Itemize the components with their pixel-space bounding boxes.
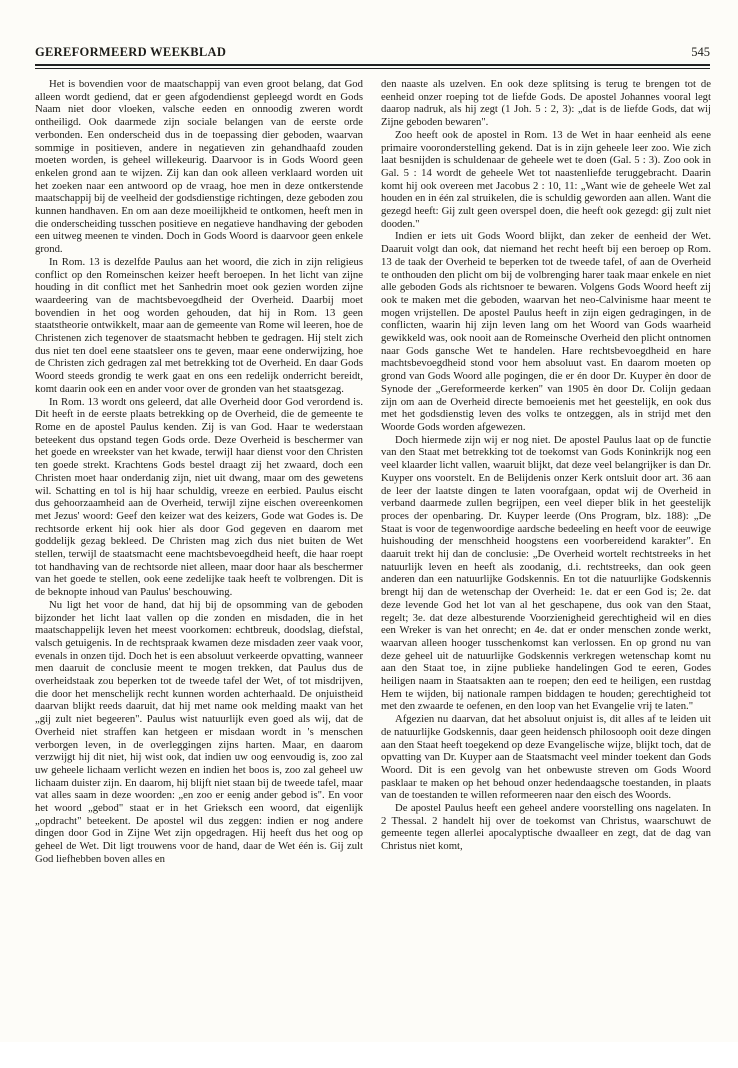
paragraph: In Rom. 13 is dezelfde Paulus aan het woord, die zich in zijn religieus conflict op den Romeinschen keizer heeft beroepen. In het licht van zijne houding in dit conflict met het Sanhedrin moet ook gezien worden zijne waardeering van de machtsbevoegdheid der Overheid. Daarbij moet bovendien in het oog worden gehouden, dat hij in Rom. 13 geen staatstheorie ontwikkelt, maar aan de gemeente van Rome wil leeren, hoe de Christenen zich tegenover de staatsmacht hebben te gedragen. Hij stelt zich dus niet ten doel eene staatsleer ons te geven, maar eene onderwijzing, hoe de Christen zich gedragen zal met betrekking tot de Overheid. En daar Gods Woord steeds grondig te werk gaat en ons een redelijk onderricht bereidt, komt daarin ook een en ander voor over de gronden van het staatsgezag.: [35, 255, 363, 395]
header-rule-thin: [35, 68, 710, 69]
paragraph: Nu ligt het voor de hand, dat hij bij de opsomming van de geboden bijzonder het licht laat vallen op die zonden en misdaden, die in het maatschappelijk leven het meest voorkomen: echtbreuk, doodslag, diefstal, valsch getuigenis. In de rechtspraak kwamen deze misdaden zeer vaak voor, evenals in onzen tijd. Doch het is een absoluut verkeerde opvatting, wanneer men daaruit de conclusie meent te mogen trekken, dat Paulus dus de overheidstaak zou beperken tot de tweede tafel der Wet, of tot misdrijven, die door het menschelijk recht kunnen worden achterhaald. De onjuistheid daarvan blijkt reeds daaruit, dat hij met name ook melding maakt van het „gij zult niet begeeren". Paulus wist natuurlijk even goed als wij, dat de Overheid niet straffen kan hetgeen er misdaan wordt in 's menschen verborgen leven, in de overleggingen zijns harten. Maar, en daarom verzwijgt hij dit niet, hij wist ook, dat indien uw oog eenvoudig is, zoo zal uw geheele lichaam verlicht wezen en indien het boos is, zoo zal geheel uw lichaam duister zijn. En daarom, hij blijft niet staan bij de tweede tafel, maar vat alles saam in deze woorden: „en zoo er eenig ander gebod is". En voor het woord „gebod" staat er in het Grieksch een woord, dat eigenlijk „opdracht" beteekent. De apostel wil dus zeggen: indien er nog andere dingen door God in Zijne Wet zijn opgedragen. Hij heeft dus het oog op geheel de Wet. Dit ligt trouwens voor de hand, daar de Wet één is. Gij zult God liefhebben boven alles en: [35, 598, 363, 865]
paragraph: Doch hiermede zijn wij er nog niet. De apostel Paulus laat op de functie van den Staat met betrekking tot de toekomst van Gods Koninkrijk nog een veel klaarder licht vallen, waaruit blijkt, dat deze veel belangrijker is dan Dr. Kuyper ons voorstelt. En de Belijdenis onzer Kerk ontsluit door art. 36 aan de leer der laatste dingen te laten voorafgaan, opdat wij de Overheid in verband daarmede zullen begrijpen, een veel dieper blik in het geestelijk proces der openbaring. Dr. Kuyper leerde (Ons Program, blz. 188): „De Staat is voor de tegenwoordige aardsche bedeeling en heeft voor de eeuwige huishouding der menschheid hoogstens een voorbereidend karakter". En daaruit trekt hij dan de conclusie: „De Overheid wortelt rechtstreeks in het natuurlijk leven en heeft als zoodanig, d.i. rechtstreeks, dan ook geen anderen dan een natuurlijke Godskennis. En tot die natuurlijke Godskennis brengt hij dan de wetenschap der Overheid: 1e. dat er een God is; 2e. dat deze levende God het lot van al het geschapene, dus ook van den Staat, regelt; 3e. dat deze albesturende Voorzienigheid gerechtigheid wil en dies een Wreker is van het onrecht; en 4e. dat er onder menschen zonde werkt, waarvan alleen hooger tusschenkomst kan verlossen. En op grond nu van deze geheel uit de natuurlijke Godskennis verkregen wetenschap komt nu aan den Staat toe, in zijne publieke handelingen God te eeren, Godes heiligen naam in Staatsakten aan te roepen; den eed te heiligen, een rustdag Hem te wijden, bij nationale rampen biddagen te houden; gerechtigheid tot met den zwaarde te oefenen, en den loop van het Evangelie vrij te laten.": [381, 433, 711, 713]
page-header: [35, 45, 710, 63]
paragraph: Het is bovendien voor de maatschappij van even groot belang, dat God alleen wordt gediend, dat er geen afgodendienst gepleegd wordt en Gods Naam niet door vloeken, valsche eeden en onnoodig zweren wordt ontheiligd. Ook daarmede zijn sociale belangen van de eerste orde verbonden. Een onderscheid dus in de toepassing dier geboden, waarvan sommige in positieven, andere in negatieven zin gehandhaafd zouden moeten worden, is geheel willekeurig. Daarvoor is in Gods Woord geen enkelen grond aan te wijzen. Zij kan dan ook alleen verklaard worden uit het zoeken naar een antwoord op de vraag, hoe men in deze ontkerstende maatschappij bij de veelheid der godsdienstige richtingen, deze geboden zou kunnen handhaven. En om aan deze moeilijkheid te ontkomen, heeft men in die onderscheiding tusschen positieve en negatieve handhaving der geboden een uitweg meenen te vinden. Doch in Gods Woord is daarvoor geen enkele grond.: [35, 78, 363, 256]
paragraph: Indien er iets uit Gods Woord blijkt, dan zeker de eenheid der Wet. Daaruit volgt dan ook, dat niemand het recht heeft bij een beroep op Rom. 13 de taak der Overheid te beperken tot de tweede tafel, of aan de Overheid te onthouden den plicht om bij de volbrenging harer taak maar enkele en niet alle geboden Gods als richtsnoer te bewaren. Volgens Gods Woord heeft zij ook te maken met die geboden, waarvan het neo-Calvinisme haar meent te mogen vrijstellen. De apostel Paulus heeft in zijn eigen gedragingen, in de conflicten, waarin hij zijn leven lang om het Woord van Gods waarheid gewikkeld was, ook nooit aan de Romeinsche Overheid den plicht ontnomen naar Gods gansche Wet te handelen. Hare rechtsbevoegdheid en hare machtsbevoegdheid stond voor hem absoluut vast. En daarom moeten op grond van Gods Woord alle pogingen, die er én door Dr. Kuyper èn door de Synode der „Gereformeerde kerken" van 1905 èn door Dr. Colijn gedaan zijn om aan de Overheid directe bemoeienis met het geestelijk, en ook dus met het godsdienstig leven des volks te ontzeggen, als in strijd met den Woorde Gods worden afgewezen.: [381, 230, 711, 433]
paragraph: Afgezien nu daarvan, dat het absoluut onjuist is, dit alles af te leiden uit de natuurlijke Godskennis, daar geen heidensch philosooph ooit deze dingen aan den Staat heeft toegekend op deze Evangelische wijze, blijkt toch, dat de opvatting van Dr. Kuyper aan de Staatsmacht veel minder toekent dan Gods Woord. Dit is een gevolg van het onbewuste streven om Gods Woord pasklaar te maken op het behoud onzer hedendaagsche toestanden, in plaats van de toestanden te willen reformeeren naar den eisch des Woords.: [381, 713, 711, 802]
page-number: 545: [691, 45, 710, 59]
paragraph: De apostel Paulus heeft een geheel andere voorstelling ons nagelaten. In 2 Thessal. 2 handelt hij over de toekomst van Christus, waarschuwt de gemeente tegen allerlei apocalyptische dwaalleer en zegt, dat de dag van Christus niet komt,: [381, 802, 711, 853]
header-rule-thick: [35, 64, 710, 66]
left-column: [35, 78, 363, 1008]
paragraph: In Rom. 13 wordt ons geleerd, dat alle Overheid door God verordend is. Dit heeft in de eerste plaats betrekking op de Overheid, die de gemeente te Rome en de apostel Paulus kenden. Zij is van God. Haar te wederstaan beteekent dus opstand tegen Gods orde. Deze Overheid is beschermer van het goede en wreekster van het kwade, terwijl haar dienst voor den Christen ten goede strekt. Krachtens Gods bestel draagt zij het zwaard, doch een Christen moet haar onderdanig zijn, niet uit dwang, maar om des gewetens wil. Schatting en tol is hij haar schuldig, vreeze en eerbied. Paulus eischt dus gehoorzaamheid aan de Overheid, terwijl zijne eischen overeenkomen met Jezus' woord: Geef den keizer wat des keizers, Gode wat Godes is. De rechtsorde erkent hij ook hier als door God gegeven en daarom met goddelijk gezag bekleed. De Christen mag zich dus niet buiten de Wet stellen, terwijl de staatsmacht eene machtsbevoegdheid heeft, die haar roept tot handhaving van de rechtsorde niet alleen, maar door haar als beschermer van het goede te stellen, ook eene zedelijke taak heeft te volbrengen. Dit is de beknopte inhoud van Paulus' beschouwing.: [35, 395, 363, 599]
masthead-title: GEREFORMEERD WEEKBLAD: [35, 45, 227, 59]
page-bottom-margin: [0, 1042, 738, 1068]
paragraph: Zoo heeft ook de apostel in Rom. 13 de Wet in haar eenheid als eene primaire vooronderstelling gekend. Dat is in zijn geheele leer zoo. Wie zich laat besnijden is schuldenaar de geheele wet te doen (Gal. 5 : 3). Zoo ook in Gal. 5 : 14 wordt de geheele Wet tot naastenliefde teruggebracht. Daarin komt hij ook overeen met Jacobus 2 : 10, 11: „Want wie de geheele Wet zal houden en in één zal struikelen, die is schuldig geworden aan allen. Want die gezegd heeft: Gij zult geen overspel doen, die heeft ook gezegd: gij zult niet dooden.": [381, 128, 711, 230]
paragraph-continued: den naaste als uzelven. En ook deze splitsing is terug te brengen tot de eenheid onzer roeping tot de liefde Gods. De apostel Johannes vooral legt daarop nadruk, als hij zegt (1 Joh. 5 : 2, 3): „dat is de liefde Gods, dat wij Zijne geboden bewaren".: [381, 78, 711, 129]
right-column: [381, 78, 711, 1008]
